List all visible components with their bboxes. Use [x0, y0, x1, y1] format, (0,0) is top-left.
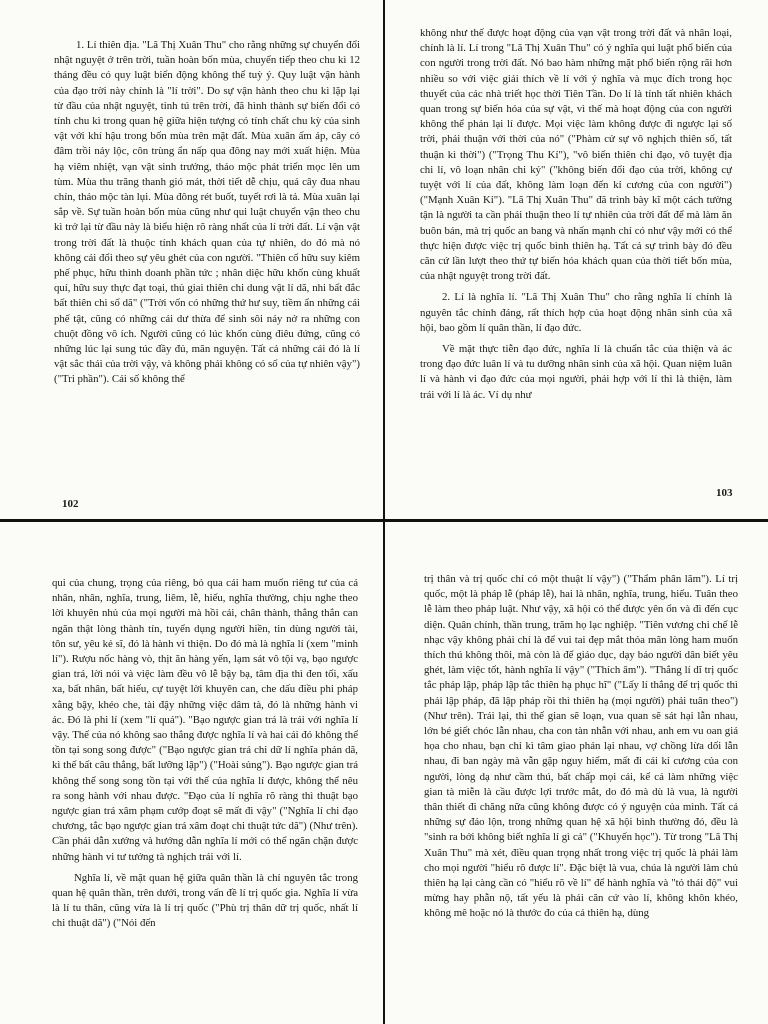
page-bottom-right-text [424, 572, 738, 1020]
paragraph: Về mặt thực tiễn đạo đức, nghĩa lí là chuẩn tắc của thiện và ác trong đạo đức luân lí và tu dưỡng nhân sinh của xã hội. Quan niệm luân lí và hành vi đạo đức của mọi người, phải hợp với lí thì là thiện, làm trái với lí là ác. Ví dụ như [420, 343, 732, 401]
horizontal-scan-divider [0, 519, 768, 522]
book-page-bottom-right [384, 520, 768, 1024]
paragraph: trị thân và trị quốc chỉ có một thuật lí vậy") ("Thẩm phân lãm"). Lí trị quốc, một là pháp lễ (pháp lễ), hai là nhân, nghĩa, trung, hiếu. Tuân theo lễ làm theo pháp luật. Như vậy, xã hội có thể được yên ổn và đi đến cục diện. Quân chính, thần trung, trăm họ lạc nghiệp. "Tiên vương chi chế lễ nhạc vậy không phải chỉ là để vui tai đẹp mắt thỏa mãn lòng ham muốn thích thú không thôi, mà còn là để giáo dục, dạy bảo người dân biết yêu ghét, làm việc tốt, hành nghĩa lí vậy" ("Thích âm"). "Thắng lí dĩ trị quốc tắc pháp lập, pháp lập tắc thiên hạ phục hĩ" ("Lấy lí thắng để trị quốc thì phải lập pháp, đã lập pháp rồi thì thiên hạ (mọi người) phải tuân theo") (Như trên). Trái lại, thì thế gian sẽ loạn, vua quan sẽ sát hại lẫn nhau, lớn bé giết chóc lẫn nhau, cha con tàn nhẫn với nhau, anh em vu oan giá họa cho nhau, bạn chỉ kì tâm giao phản lại nhau, vợ chồng lừa dối lẫn nhau, đi ban ngày mà vẫn gặp nguy hiểm, mất đi cái kỉ cương của con người, lòng dạ như cầm thú, bất chấp mọi cái, kể cả làm những việc gian tà miễn là cầu được lợi trước mắt, do đó mà dù là vua, là người thân thiết đi chăng nữa cũng không được có ý nguyện của mình. Tất cả những sự đảo lộn, trong những quan hệ xã hội bình thường đó, đều là "sinh ra bởi không biết nghĩa lí gì cả" ("Khuyến học"). Từ trong "Lã Thị Xuân Thu" mà xét, điều quan trọng nhất trong việc trị quốc là phải làm cho mọi người "hiểu rõ được lí". Đặc biệt là vua, chúa là người làm chủ thiên hạ lại càng cần có "hiểu rõ về lí" để hành nghĩa và "tỏ thái độ" vui mừng hay phẫn nộ, tất yếu là phải căn cứ vào lí, không khôn khéo, không mê hoặc nó là thước đo của cả thiên hạ, dùng [424, 573, 738, 920]
page-number: 102 [62, 498, 79, 510]
page-102-text [54, 38, 360, 486]
paragraph: 1. Lí thiên địa. "Lã Thị Xuân Thu" cho rằng những sự chuyển đổi nhật nguyệt ở trên trời, tuần hoàn bốn mùa, chuyển tiếp theo chu kì 12 tháng đều có quy luật biến động không thể tuỳ ý. Quy luật vận hành của đạo trời này chính là "lí trời". Do sự vận hành theo chu kì lặp lại từ đầu của nhật nguyệt, tinh tú trên trời, đã hình thành sự biến đổi có tính chu kì trong quan hệ giữa hiện tượng có tính chất chu kỳ của sinh vật với khí hậu trong bốn mùa trên mặt đất. Mùa xuân ấm áp, cây cỏ đâm trồi nảy lộc, côn trùng ẩn nấp qua đông nay mới xuất hiện. Mùa hạ viêm nhiệt, vạn vật sinh trưởng, thảo mộc phát triển mọc lên um tùm. Mùa thu trăng thanh gió mát, thời tiết dễ chịu, quả cây đua nhau chín, thảo mộc tàn lụi. Mùa đông rét buốt, tuyết rơi là tả. Mùa xuân lại sắp về. Sự tuần hoàn bốn mùa cũng như qui luật chuyển vận theo chu kì trở lại từ đầu này là biểu hiện rõ ràng nhất của lí trời đất. Lí vận vật trong trời đất là thuộc tính khách quan của tự nhiên, do đó mà nó không cải đổi theo sự yêu ghét của con người. "Thiên cố hữu suy kiêm phế phục, hữu thình doanh phần tức ; nhân diệc hữu khốn cùng khuất quí, hữu suy thực đạt toại, thủ giai thiên chi dung vật lí dã, nhi bất đắc bất thiên chi số dã" ("Trời vốn có những thứ hư suy, tiềm ẩn những cái phế tật, cũng có những cái dư thừa để sinh sôi nảy nở ra những con chuột đồng vô ích. Người cũng có lúc khốn cùng điêu đứng, cũng có những lúc lại sung túc đầy đủ, mãn nguyện. Tất cả những cái đó là lí vật sắc thái của trời vậy, và không phải không có số của tự nhiên vậy") ("Tri phần"). Cái số không thể [54, 39, 360, 386]
book-page-bottom-left [0, 520, 384, 1024]
page-number: 103 [716, 487, 733, 499]
book-page-103 [384, 0, 768, 520]
book-page-102 [0, 0, 384, 520]
paragraph: không như thế được hoạt động của vạn vật trong trời đất và nhân loại, chính là lí. Lí trong "Lã Thị Xuân Thu" có ý nghĩa qui luật phổ biến của con người trong trời đất. Nó bao hàm những mặt phổ biến rộng rãi hơn nhiều so với việc giải thích về lí với ý nghĩa và mục đích trong học thuyết của các nhà triết học thời Tiên Tần. Do lí là tính tất nhiên khách quan trong sự biến hóa của sự vật, vì thế mà hoạt động của con người không thể phản lại lí được. Mọi việc làm không được đi ngược lại số trời, phải thuận với thời của nó" ("Phàm cử sự vô nghịch thiên số, tất thuận kì thời") ("Trọng Thu Kỉ"), "vô biến thiên chi đạo, vô tuyệt địa chi lí, vô loạn nhân chi kỷ" ("không biến đổi đạo của trời, không cự tuyệt với lí của đất, không làm loạn đến kỉ cương của con người") ("Mạnh Xuân Kỉ"). "Lã Thị Xuân Thu" đã trình bày kĩ một cách tường tận là người ta cần phải thuận theo lí tự nhiên của trời đất để mà làm ăn buôn bán, mà trị quốc an bang và nhấn mạnh chỉ có như vậy mới có thể thực hiện được việc trị quốc bình thiên hạ. Tất cả sự trình bày đó đều căn cứ lần lượt theo thứ tự biến hóa khách quan của thời tiết bốn mùa, của nhật nguyệt trong trời đất. [420, 27, 732, 283]
page-bottom-left-text [52, 576, 358, 1016]
page-103-text [420, 26, 732, 472]
paragraph: 2. Lí là nghĩa lí. "Lã Thị Xuân Thu" cho rằng nghĩa lí chính là nguyên tắc chính đáng, rất thích hợp của hoạt động nhân sinh của xã hội, bao gồm lí quân thần, lí đạo đức. [420, 291, 732, 334]
paragraph: qui của chung, trọng của riêng, bỏ qua cái ham muốn riêng tư của cá nhân, nhân, nghĩa, trung, liêm, lễ, hiếu, nghĩa thường, chịu nghe theo lời khuyên nhủ của mọi người mà hồi cải, chân thành, thẳng thắn can ngăn thật lòng thành tín, tuyển dụng người hiền, tin dùng người tài, tôn sư, yêu kẻ sĩ, đó là hành vi thiện. Do đó mà là nghĩa lí (xem "minh lí"). Rượu nốc hàng vò, thịt ăn hàng yến, lạm sát vô tội vạ, bạo ngược gian trá, lời nói và việc làm đều vô lễ bậy bạ, tâm địa thì đen tối, xấu xa, bất nhân, bất hiếu, cự tuyệt lời khuyên can, che dấu điều phi pháp xằng bậy, khéo che, tài đậy những việc dâm tà, đó là những hành vi ác. Đó là phi lí (xem "lí quá"). "Bạo ngược gian trá là trái với nghĩa lí vậy. Thế của nó không sao thắng được nghĩa lí và hai cái đó không thể tồn tại song song được" ("Bạo ngược gian trá chi dữ lí nghĩa phản dã, kì thế bất câu thắng, bất lưỡng lập") ("Hoài sủng"). Bạo ngược gian trá không thể song song tồn tại với thế của nghĩa lí được, không thể nêu ra song hành với nhau được. "Đạo của lí nghĩa rõ ràng thì thuật bạo ngược gian trá xâm phạm cướp đoạt sẽ mất đi vậy" ("Nghĩa lí chi đạo chương, tắc bạo ngược gian trá xâm đoạt chi thuật tức dã") (Như trên). Cần phải dẫn xướng và hướng dẫn nghĩa lí mới có thể ngăn chặn được những hành vi tư tưởng tà nghịch trái với lí. [52, 577, 358, 863]
paragraph: Nghĩa lí, về mặt quan hệ giữa quân thần là chỉ nguyên tắc trong quan hệ quân thần, trên dưới, trong vấn đề lí trị quốc gia. Nghĩa lí vừa là lí tu thân, cũng vừa là lí trị quốc ("Phù trị thân dữ trị quốc, nhất lí chi thuật dã") ("Nói đến [52, 871, 358, 930]
vertical-page-gutter [383, 0, 385, 1024]
